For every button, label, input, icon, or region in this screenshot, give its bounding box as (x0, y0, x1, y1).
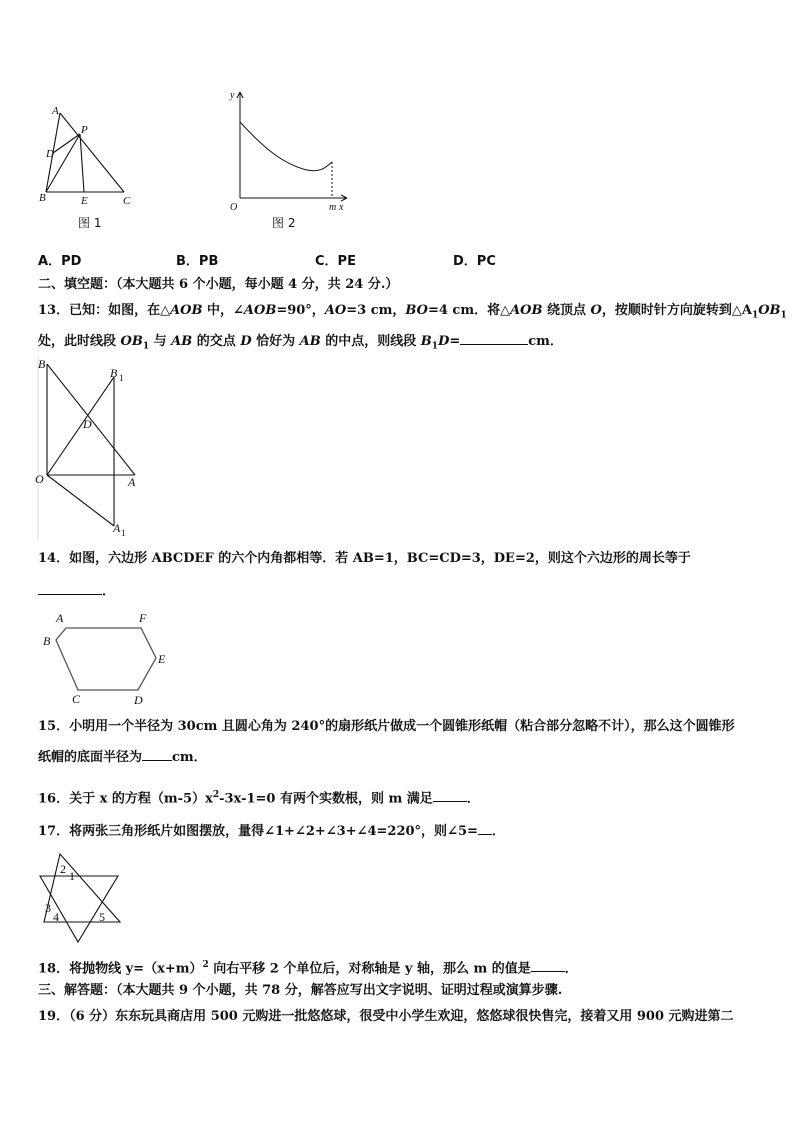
q13-text: AOB (243, 303, 277, 318)
option-c-text: PE (337, 254, 356, 269)
q15-text: 纸帽的底面半径为 (38, 750, 143, 765)
answer-blank-16[interactable] (433, 789, 467, 802)
segment-ob1 (47, 377, 114, 475)
q13-text: =3 cm， (346, 303, 406, 318)
q18-superscript: 2 (202, 960, 209, 970)
q13-text: AB (299, 334, 321, 349)
segment-oa1 (47, 475, 114, 526)
figure-1-caption: 图 1 (78, 216, 102, 230)
figure-hexagon (38, 610, 178, 710)
angle-label-4: 4 (53, 910, 59, 924)
q13-text: OB (120, 334, 143, 349)
vertex-label-e: E (158, 652, 166, 666)
triangle-2 (40, 876, 118, 942)
question-14-text: 14．如图，六边形 ABCDEF 的六个内角都相等．若 AB=1，BC=CD=3，DE=2，则这个六边形的周长等于 (38, 551, 691, 566)
question-15-line-2 (38, 748, 756, 767)
q13-subscript: 1 (751, 310, 759, 321)
q13-text: 恰好为 (251, 334, 300, 349)
angle-label-2: 2 (60, 862, 66, 876)
q13-text: 的交点 (192, 334, 241, 349)
figure-1-triangle (38, 105, 138, 235)
q18-text: 18．将抛物线 y=（x+m） (38, 961, 203, 977)
q13-text: AO (324, 303, 347, 318)
q13-text: AOB (510, 303, 543, 318)
vertex-label-f: F (139, 611, 147, 625)
point-label-p: P (81, 124, 88, 136)
q13-text: OB (758, 303, 781, 318)
vertex-label-c: C (72, 692, 81, 706)
option-c-letter: C． (315, 254, 338, 269)
angle-label-1: 1 (69, 869, 75, 883)
question-18 (38, 956, 756, 978)
q16-text: -3x-1=0 有两个实数根，则 m 满足 (219, 791, 433, 807)
option-d[interactable] (453, 250, 496, 269)
option-b-text: PB (198, 254, 219, 269)
question-16 (38, 786, 756, 808)
axis-label-y: y (230, 90, 235, 101)
answer-blank-13[interactable] (460, 332, 528, 345)
q16-superscript: 2 (212, 790, 220, 800)
q16-text: ． (466, 791, 480, 807)
option-b-letter: B． (176, 254, 199, 269)
q18-text: 向右平移 2 个单位后，对称轴是 y 轴，那么 m 的值是 (208, 961, 531, 977)
question-13-line-1 (38, 302, 787, 325)
figure-2-graph (222, 86, 352, 234)
hexagon-abcdef (56, 628, 156, 690)
segment-dp (53, 134, 80, 153)
q13-text: B (420, 334, 432, 349)
option-d-letter: D． (453, 254, 477, 269)
figure-two-triangles (38, 846, 128, 946)
vertex-label-d: D (134, 693, 143, 707)
q15-text: cm． (172, 750, 207, 765)
q13-text: D= (438, 334, 461, 349)
section-3-title: 三、解答题：（本大题共 9 个小题，共 78 分，解答应写出文字说明、证明过程或演算步骤. (38, 983, 563, 998)
q13-text: 与 (149, 334, 172, 349)
question-19: 19．（6 分）东东玩具商店用 500 元购进一批悠悠球，很受中小学生欢迎，悠悠球很快售完，接着又用 900 元购进第二 (38, 1009, 734, 1024)
q13-text: 13．已知：如图，在△ (38, 303, 171, 318)
q13-text: D (240, 334, 252, 349)
q13-text: O (590, 303, 602, 318)
question-15-line-1: 15．小明用一个半径为 30cm 且圆心角为 240°的扇形纸片做成一个圆锥形纸帽（粘合部分忽略不计），那么这个圆锥形 (38, 719, 735, 734)
option-a-text: PD (61, 254, 82, 269)
answer-blank-17[interactable] (478, 822, 492, 835)
point-label-b: B (38, 357, 46, 371)
q16-text: 16．关于 x 的方程（m-5）x (38, 791, 213, 807)
q13-text: 绕顶点 (542, 303, 591, 318)
point-label-b1: B (110, 366, 118, 380)
q17-text: 17．将两张三角形纸片如图摆放，量得∠1+∠2+∠3+∠4=220°，则∠5= (38, 824, 478, 839)
q13-text: AB (171, 334, 193, 349)
point-label-a: A (52, 105, 59, 117)
question-13-line-2 (38, 332, 756, 356)
q13-text: AOB (170, 303, 203, 318)
vertex-label-a: A (56, 611, 64, 625)
answer-blank-15[interactable] (142, 748, 172, 761)
q13-text: =90°， (276, 303, 325, 318)
vertex-label-b: B (43, 634, 51, 648)
q13-text: 的中点，则线段 (320, 334, 421, 349)
answer-blank-18[interactable] (531, 959, 565, 972)
origin-label: O (230, 202, 238, 213)
q18-text: ． (564, 961, 578, 977)
q13-subscript: 1 (431, 341, 439, 352)
question-17 (38, 822, 756, 841)
question-14-blank-line (38, 582, 756, 601)
q13-text: =4 cm．将△ (427, 303, 511, 318)
figure-2-caption: 图 2 (272, 216, 296, 230)
q17-text: ． (491, 824, 505, 839)
point-label-b1-sub: 1 (119, 373, 124, 383)
option-d-text: PC (476, 254, 496, 269)
q14-end: ． (102, 584, 116, 599)
point-label-d: D (83, 417, 92, 431)
axis-label-x: x (339, 202, 344, 213)
function-curve (240, 122, 332, 171)
option-a[interactable] (38, 250, 81, 269)
point-label-o: O (35, 472, 44, 486)
q13-text: ，按顺时针方向旋转到△A (601, 303, 752, 318)
point-label-c: C (123, 195, 131, 207)
option-c[interactable] (315, 250, 356, 269)
point-label-a1: A (113, 521, 121, 535)
point-label-e: E (81, 195, 88, 207)
q13-subscript: 1 (780, 310, 787, 321)
point-label-d: D (46, 148, 54, 160)
q13-text: cm． (528, 334, 563, 349)
q13-subscript: 1 (142, 341, 150, 352)
section-2-title: 二、填空题：（本大题共 6 个小题，每小题 4 分，共 24 分.） (38, 277, 399, 292)
point-label-a1-sub: 1 (121, 528, 126, 538)
angle-label-3: 3 (45, 901, 51, 915)
answer-blank-14[interactable] (38, 582, 102, 595)
figure-q13-rotation (32, 356, 142, 542)
q13-text: 中，∠ (202, 303, 244, 318)
angle-label-5: 5 (99, 910, 105, 924)
point-label-a: A (128, 475, 136, 489)
option-b[interactable] (176, 250, 218, 269)
option-a-letter: A． (38, 254, 62, 269)
q13-text: BO (405, 303, 428, 318)
point-label-b: B (39, 192, 46, 204)
m-label: m (329, 202, 337, 213)
q13-text: 处，此时线段 (38, 334, 121, 349)
